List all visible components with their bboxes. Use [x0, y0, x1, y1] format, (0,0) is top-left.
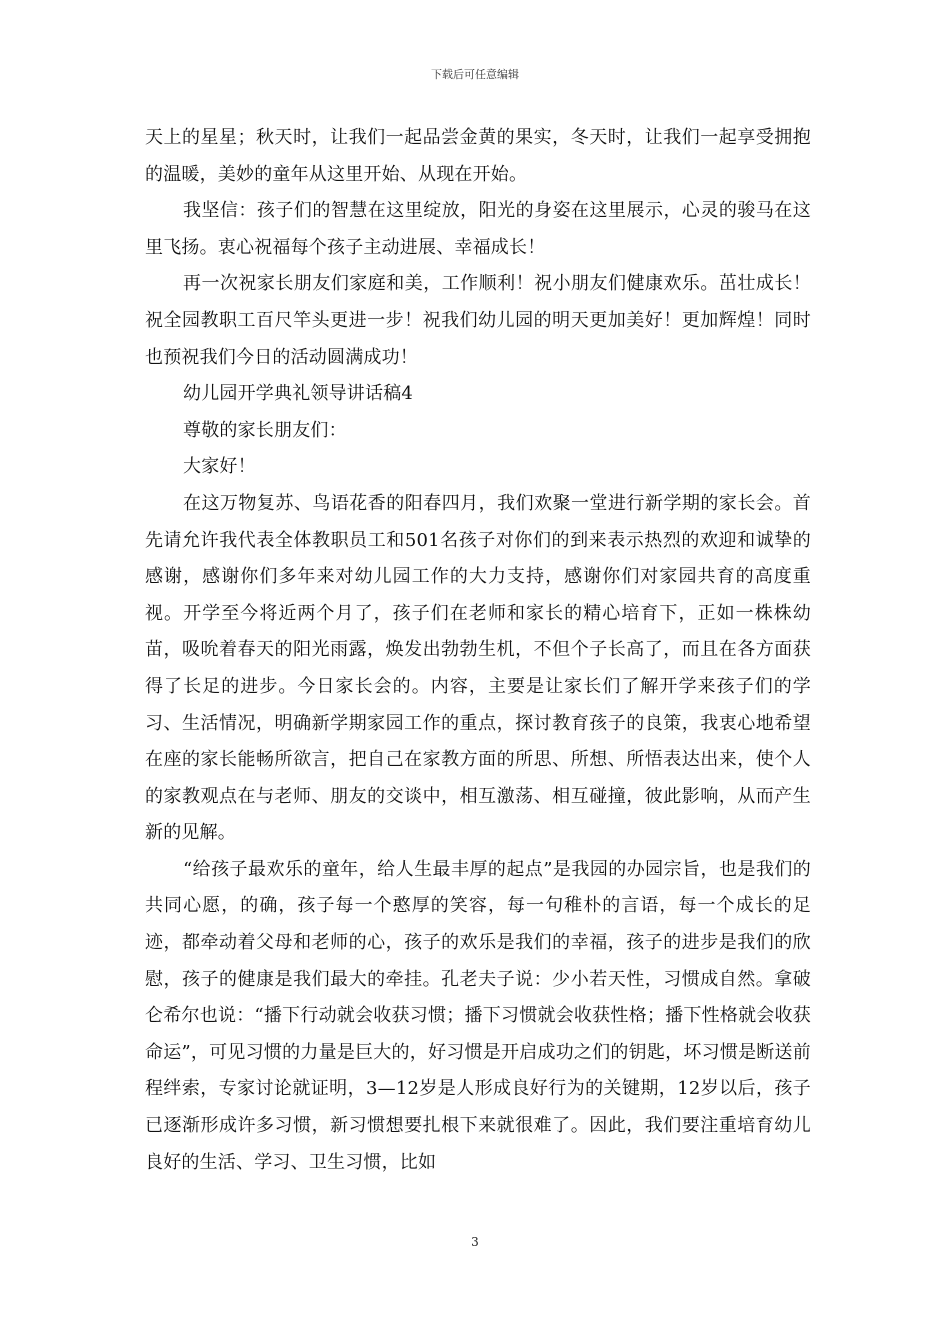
page-header: 下载后可任意编辑 — [431, 68, 519, 81]
paragraph-habits: “给孩子最欢乐的童年，给人生最丰厚的起点”是我园的办园宗旨，也是我们的共同心愿，的确，孩子每一个憨厚的笑容，每一句稚朴的言语，每一个成长的足迹，都牵动着父母和老师的心，孩子的欢乐是我们的幸福，孩子的进步是我们的欣慰，孩子的健康是我们最大的牵挂。孔老夫子说：少小若天性，习惯成自然。拿破仑希尔也说：“播下行动就会收获习惯；播下习惯就会收获性格；播下性格就会收获命运”，可见习惯的力量是巨大的，好习惯是开启成功之们的钥匙，坏习惯是断送前程绊索，专家讨论就证明，3—12岁是人形成良好行为的关键期，12岁以后，孩子已逐渐形成许多习惯，新习惯想要扎根下来就很难了。因此，我们要注重培育幼儿良好的生活、学习、卫生习惯，比如 — [145, 858, 811, 1173]
document-body — [145, 120, 811, 1181]
salutation: 尊敬的家长朋友们： — [183, 419, 347, 441]
paragraph-wishes: 再一次祝家长朋友们家庭和美，工作顺利！祝小朋友们健康欢乐。茁壮成长！祝全园教职工百尺竿头更进一步！祝我们幼儿园的明天更加美好！更加辉煌！同时也预祝我们今日的活动圆满成功！ — [145, 273, 811, 368]
paragraph-meeting-intro: 在这万物复苏、鸟语花香的阳春四月，我们欢聚一堂进行新学期的家长会。首先请允许我代表全体教职员工和501名孩子对你们的到来表示热烈的欢迎和诚挚的感谢，感谢你们多年来对幼儿园工作的大力支持，感谢你们对家园共育的高度重视。开学至今将近两个月了，孩子们在老师和家长的精心培育下，正如一株株幼苗，吸吮着春天的阳光雨露，焕发出勃勃生机，不但个子长高了，而且在各方面获得了长足的进步。今日家长会的。内容，主要是让家长们了解开学来孩子们的学习、生活情况，明确新学期家园工作的重点，探讨教育孩子的良策，我衷心地希望在座的家长能畅所欲言，把自己在家教方面的所思、所想、所悟表达出来，使个人的家教观点在与老师、朋友的交谈中，相互激荡、相互碰撞，彼此影响，从而产生新的见解。 — [145, 492, 811, 844]
paragraph-continuation: 天上的星星；秋天时，让我们一起品尝金黄的果实，冬天时，让我们一起享受拥抱的温暖，美妙的童年从这里开始、从现在开始。 — [145, 127, 811, 185]
page-number: 3 — [471, 1235, 479, 1249]
greeting: 大家好！ — [183, 456, 256, 478]
paragraph-belief: 我坚信：孩子们的智慧在这里绽放，阳光的身姿在这里展示，心灵的骏马在这里飞扬。衷心祝福每个孩子主动进展、幸福成长！ — [145, 200, 811, 258]
section-title: 幼儿园开学典礼领导讲话稿4 — [183, 383, 414, 405]
